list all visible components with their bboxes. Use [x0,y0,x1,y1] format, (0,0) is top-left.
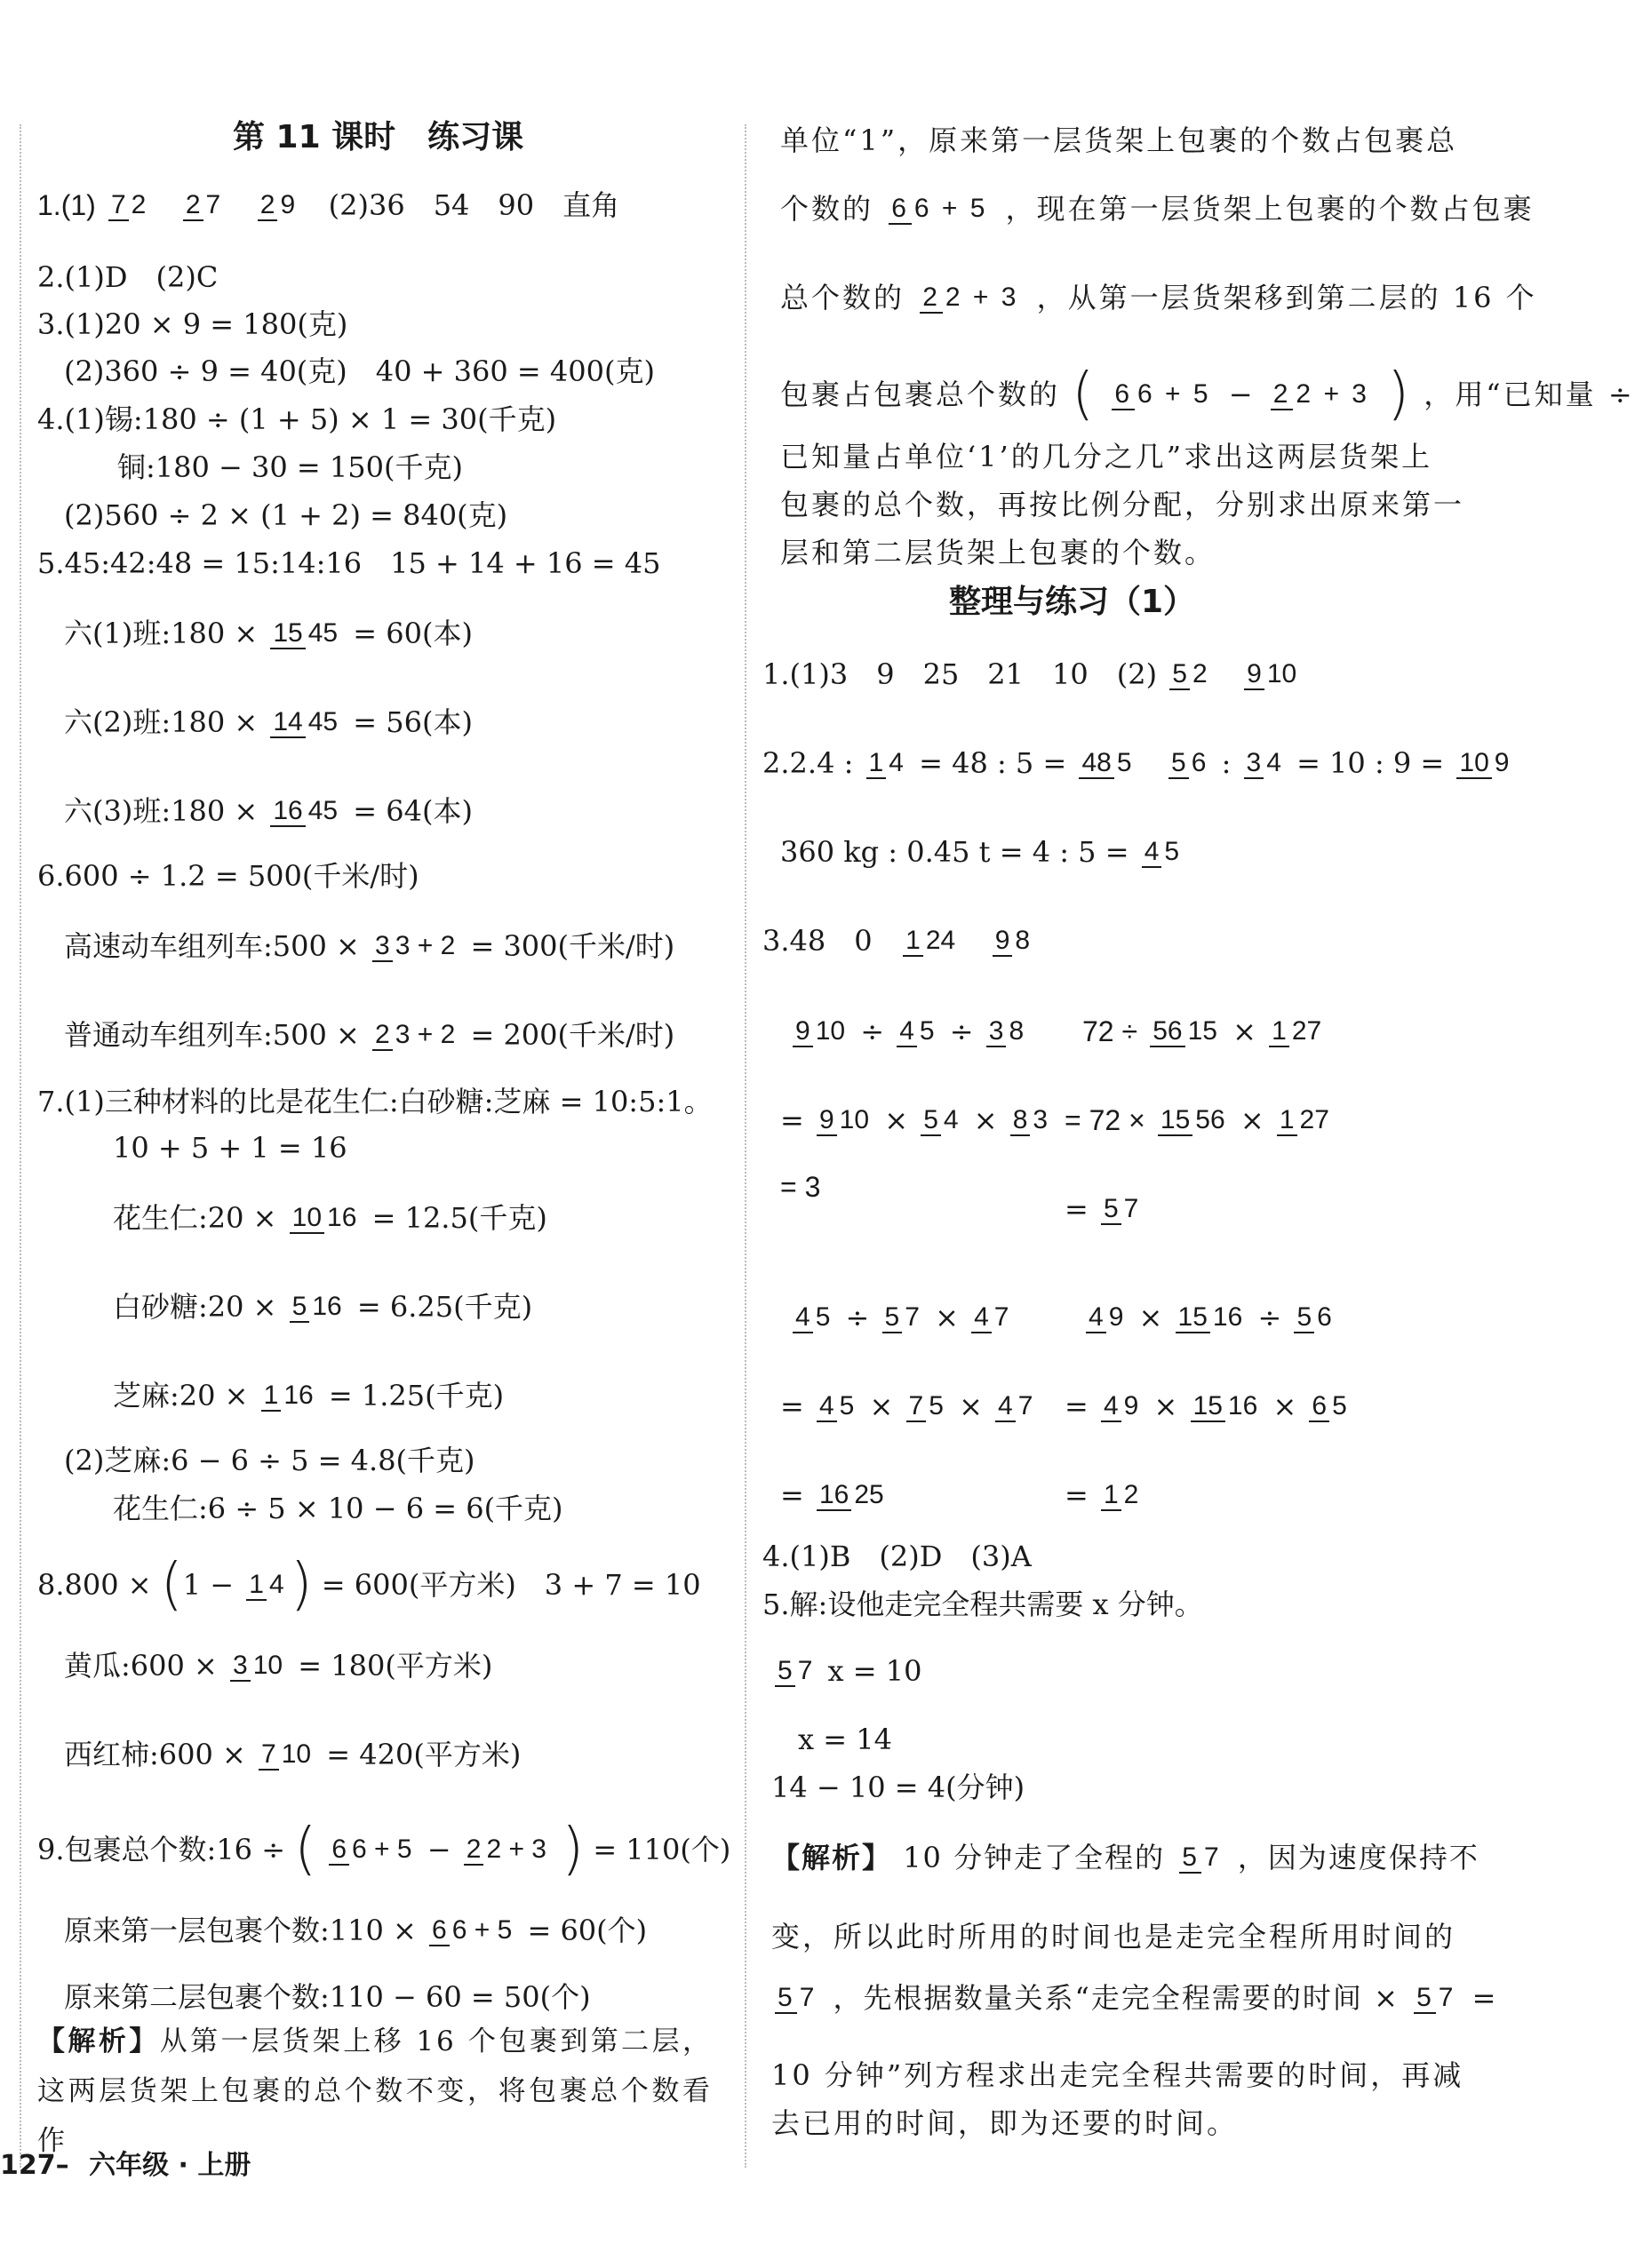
calc-b-line1: 72 ÷ 56 15 × 1 27 [1082,1014,1322,1048]
review-answer-5a: 5 7 x = 10 [771,1651,921,1689]
answer-8-tomato: 西红柿:600 × 7 10 = 420(平方米) [64,1737,522,1771]
answer-1: 1.(1) 7 2 2 7 2 9 (2)36 54 90 直角 [37,187,620,222]
answer-8-cucumber: 黄瓜:600 × 3 10 = 180(平方米) [64,1648,493,1683]
answer-7-sesame: 芝麻:20 × 1 16 = 1.25(千克) [113,1378,505,1413]
lesson-title: 第 11 课时 练习课 [233,119,524,155]
answer-2: 2.(1)D (2)C [37,260,219,294]
grade-label: 六年级 · 上册 [89,2150,251,2181]
page-number: 127 [0,2150,56,2181]
calc-a-line1: 9 10 ÷ 4 5 ÷ 3 8 [789,1011,1030,1049]
column-divider [745,124,746,2168]
explanation-cont-3: 总个数的 2 2 + 3 ，从第一层货架移到第二层的 16 个 [780,280,1537,314]
fraction: 7 2 [108,188,148,222]
answer-6-normal: 普通动车组列车:500 × 2 3 + 2 = 200(千米/时) [64,1017,675,1052]
calc-b-line2: = 72 × 15 56 × 1 27 [1065,1102,1329,1137]
explanation-cont-7: 层和第二层货架上包裹的个数。 [780,536,1216,569]
calc-b-line3: = 5 7 [1065,1191,1139,1226]
answer-5-class1: 六(1)班:180 × 15 45 = 60(本) [64,616,473,650]
answer-9-explanation: 【解析】从第一层货架上移 16 个包裹到第二层，这两层货架上包裹的总个数不变，将包裹总个数看作 [37,2025,713,2157]
answer-9-second: 原来第二层包裹个数:110 − 60 = 50(个) [64,1980,591,2014]
review-answer-2b: 360 kg : 0.45 t = 4 : 5 = 4 5 [780,834,1180,869]
answer-5-class2: 六(2)班:180 × 14 45 = 56(本) [64,704,473,739]
answer-4c: (2)560 ÷ 2 × (1 + 2) = 840(克) [64,498,508,532]
margin-line [20,124,21,2168]
calc-d-line1: 4 9 × 15 16 ÷ 5 6 [1082,1297,1338,1335]
review-answer-5: 5.解:设他走完全程共需要 x 分钟。 [762,1588,1203,1621]
review-explanation-2: 变，所以此时所用的时间也是走完全程所用时间的 [771,1920,1456,1954]
answer-8: 8.800 × (1 − 1 4 ) = 600(平方米) 3 + 7 = 10 [37,1552,701,1618]
fraction: 2 9 [258,188,298,222]
footer-dash: – [55,2150,69,2181]
page-footer [0,2143,251,2182]
explanation-cont-1: 单位“1”，原来第一层货架上包裹的个数占包裹总 [780,123,1458,157]
explanation-cont-6: 包裹的总个数，再按比例分配，分别求出原来第一 [780,488,1465,521]
answer-6: 6.600 ÷ 1.2 = 500(千米/时) [37,859,419,893]
calc-a-line2: = 9 10 × 5 4 × 8 3 [780,1102,1049,1137]
answer-5-class3: 六(3)班:180 × 16 45 = 64(本) [64,793,473,828]
answer-9: 9.包裹总个数:16 ÷ ( 6 6 + 5 − 2 2 + 3 ) = 110(个) [37,1817,731,1882]
answer-9-first: 原来第一层包裹个数:110 × 6 6 + 5 = 60(个) [64,1913,648,1947]
calc-a-line3: = 3 [780,1171,821,1203]
explanation-cont-5: 已知量占单位‘1’的几分之几”求出这两层货架上 [780,440,1433,473]
section-title: 整理与练习（1） [949,584,1196,620]
calc-c-line1: 4 5 ÷ 5 7 × 4 7 [789,1297,1015,1335]
answer-7a: 7.(1)三种材料的比是花生仁:白砂糖:芝麻 = 10:5:1。 [37,1085,713,1118]
answer-7d: 花生仁:6 ÷ 5 × 10 − 6 = 6(千克) [113,1492,563,1525]
answer-7-sugar: 白砂糖:20 × 5 16 = 6.25(千克) [113,1289,533,1324]
review-explanation-3: 5 7 ，先根据数量关系“走完全程需要的时间 × 5 7 = [771,1978,1497,2016]
answer-6-fast: 高速动车组列车:500 × 3 3 + 2 = 300(千米/时) [64,928,675,963]
review-explanation-5: 去已用的时间，即为还要的时间。 [771,2106,1239,2140]
answer-4a: 4.(1)锡:180 ÷ (1 + 5) × 1 = 30(千克) [37,402,557,436]
explanation-cont-2: 个数的 6 6 + 5 ，现在第一层货架上包裹的个数占包裹 [780,191,1535,226]
answer-7b: 10 + 5 + 1 = 16 [113,1131,347,1165]
fraction: 2 7 [183,188,223,222]
review-explanation-1: 【解析】 10 分钟走了全程的 5 7 ，因为速度保持不 [771,1840,1479,1874]
answer-3a: 3.(1)20 × 9 = 180(克) [37,307,348,341]
calc-c-line3: = 16 25 [780,1477,884,1512]
explanation-cont-4: 包裹占包裹总个数的 ( 6 6 + 5 − 2 2 + 3 ) ，用“已知量 ÷ [780,362,1635,427]
answer-4b: 铜:180 − 30 = 150(千克) [117,450,463,484]
answer-5: 5.45:42:48 = 15:14:16 15 + 14 + 16 = 45 [37,546,661,580]
answer-7c: (2)芝麻:6 − 6 ÷ 5 = 4.8(千克) [64,1444,475,1477]
answer-7-peanut: 花生仁:20 × 10 16 = 12.5(千克) [113,1200,547,1235]
review-answer-3: 3.48 0 1 24 9 8 [762,923,1031,958]
review-explanation-4: 10 分钟”列方程求出走完全程共需要的时间，再减 [771,2058,1464,2092]
calc-d-line3: = 1 2 [1065,1477,1139,1512]
calc-d-line2: = 4 9 × 15 16 × 6 5 [1065,1389,1347,1423]
review-answer-2: 2.2.4 : 1 4 = 48 : 5 = 48 5 5 6 : 3 4 = 10 : 9 = 10 9 [762,745,1510,780]
calc-c-line2: = 4 5 × 7 5 × 4 7 [780,1389,1033,1423]
review-answer-1: 1.(1)3 9 25 21 10 (2) 5 2 9 10 [762,657,1297,691]
review-answer-5b: x = 14 [798,1723,892,1756]
review-answer-5c: 14 − 10 = 4(分钟) [771,1771,1025,1804]
answer-3b: (2)360 ÷ 9 = 40(克) 40 + 360 = 400(克) [64,354,655,388]
review-answer-4: 4.(1)B (2)D (3)A [762,1540,1032,1573]
